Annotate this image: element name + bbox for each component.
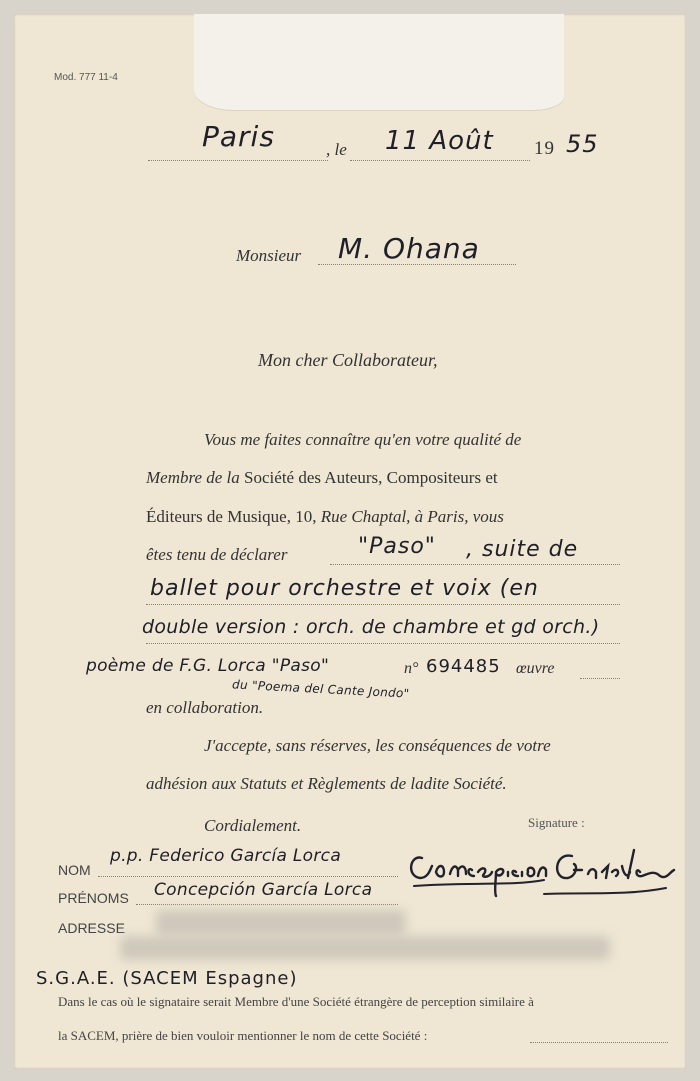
number-label: n° (404, 660, 419, 677)
form-model: Mod. 777 11-4 (54, 72, 118, 83)
accept-line-2: adhésion aux Statuts et Règlements de ladite Société. (146, 774, 507, 793)
closing: Cordialement. (204, 816, 302, 835)
date-day-month: 11 Août (385, 126, 494, 156)
body-line-2: Membre de la Société des Auteurs, Compositeurs et (146, 468, 498, 487)
oeuvre-label: œuvre (516, 660, 555, 677)
date-city: Paris (202, 120, 275, 153)
foreign-note-2: la SACEM, prière de bien vouloir mentionner le nom de cette Société : (58, 1028, 428, 1043)
work-title: "Paso" (358, 534, 436, 559)
foreign-note-1: Dans le cas où le signataire serait Membre d'une Société étrangère de perception similaire à (58, 994, 534, 1009)
body-line-4: êtes tenu de déclarer (146, 545, 288, 564)
prenoms-value: Concepción García Lorca (154, 880, 373, 900)
recipient-name: M. Ohana (338, 232, 480, 265)
handwritten-signature (404, 836, 676, 906)
work-desc-5: du "Poema del Cante Jondo" (231, 677, 410, 701)
torn-corner (194, 14, 564, 110)
work-desc-3: double version : orch. de chambre et gd orch.) (142, 616, 600, 638)
nom-label: NOM (58, 862, 91, 878)
nom-value: p.p. Federico García Lorca (110, 846, 342, 866)
body-line-1: Vous me faites connaître qu'en votre qualité de (204, 430, 522, 449)
greeting: Mon cher Collaborateur, (258, 350, 438, 370)
date-year-prefix: 19 (534, 138, 555, 159)
redacted-address-1 (156, 910, 406, 936)
date-le: , le (326, 140, 347, 159)
prenoms-label: PRÉNOMS (58, 890, 129, 906)
accept-line-1: J'accepte, sans réserves, les conséquences de votre (204, 736, 551, 755)
foreign-society: S.G.A.E. (SACEM Espagne) (36, 968, 298, 989)
body-line-3: Éditeurs de Musique, 10, Rue Chaptal, à Paris, vous (146, 507, 504, 526)
date-year-suffix: 55 (566, 130, 599, 158)
adresse-label: ADRESSE (58, 920, 125, 936)
signature-label: Signature : (528, 815, 585, 830)
collaboration-text: en collaboration. (146, 698, 264, 717)
work-desc-1: , suite de (466, 537, 579, 562)
work-number: 694485 (426, 656, 501, 677)
redacted-address-2 (120, 936, 610, 960)
work-desc-4: poème de F.G. Lorca "Paso" (86, 656, 330, 676)
monsieur-label: Monsieur (236, 246, 302, 265)
work-desc-2: ballet pour orchestre et voix (en (150, 576, 539, 601)
